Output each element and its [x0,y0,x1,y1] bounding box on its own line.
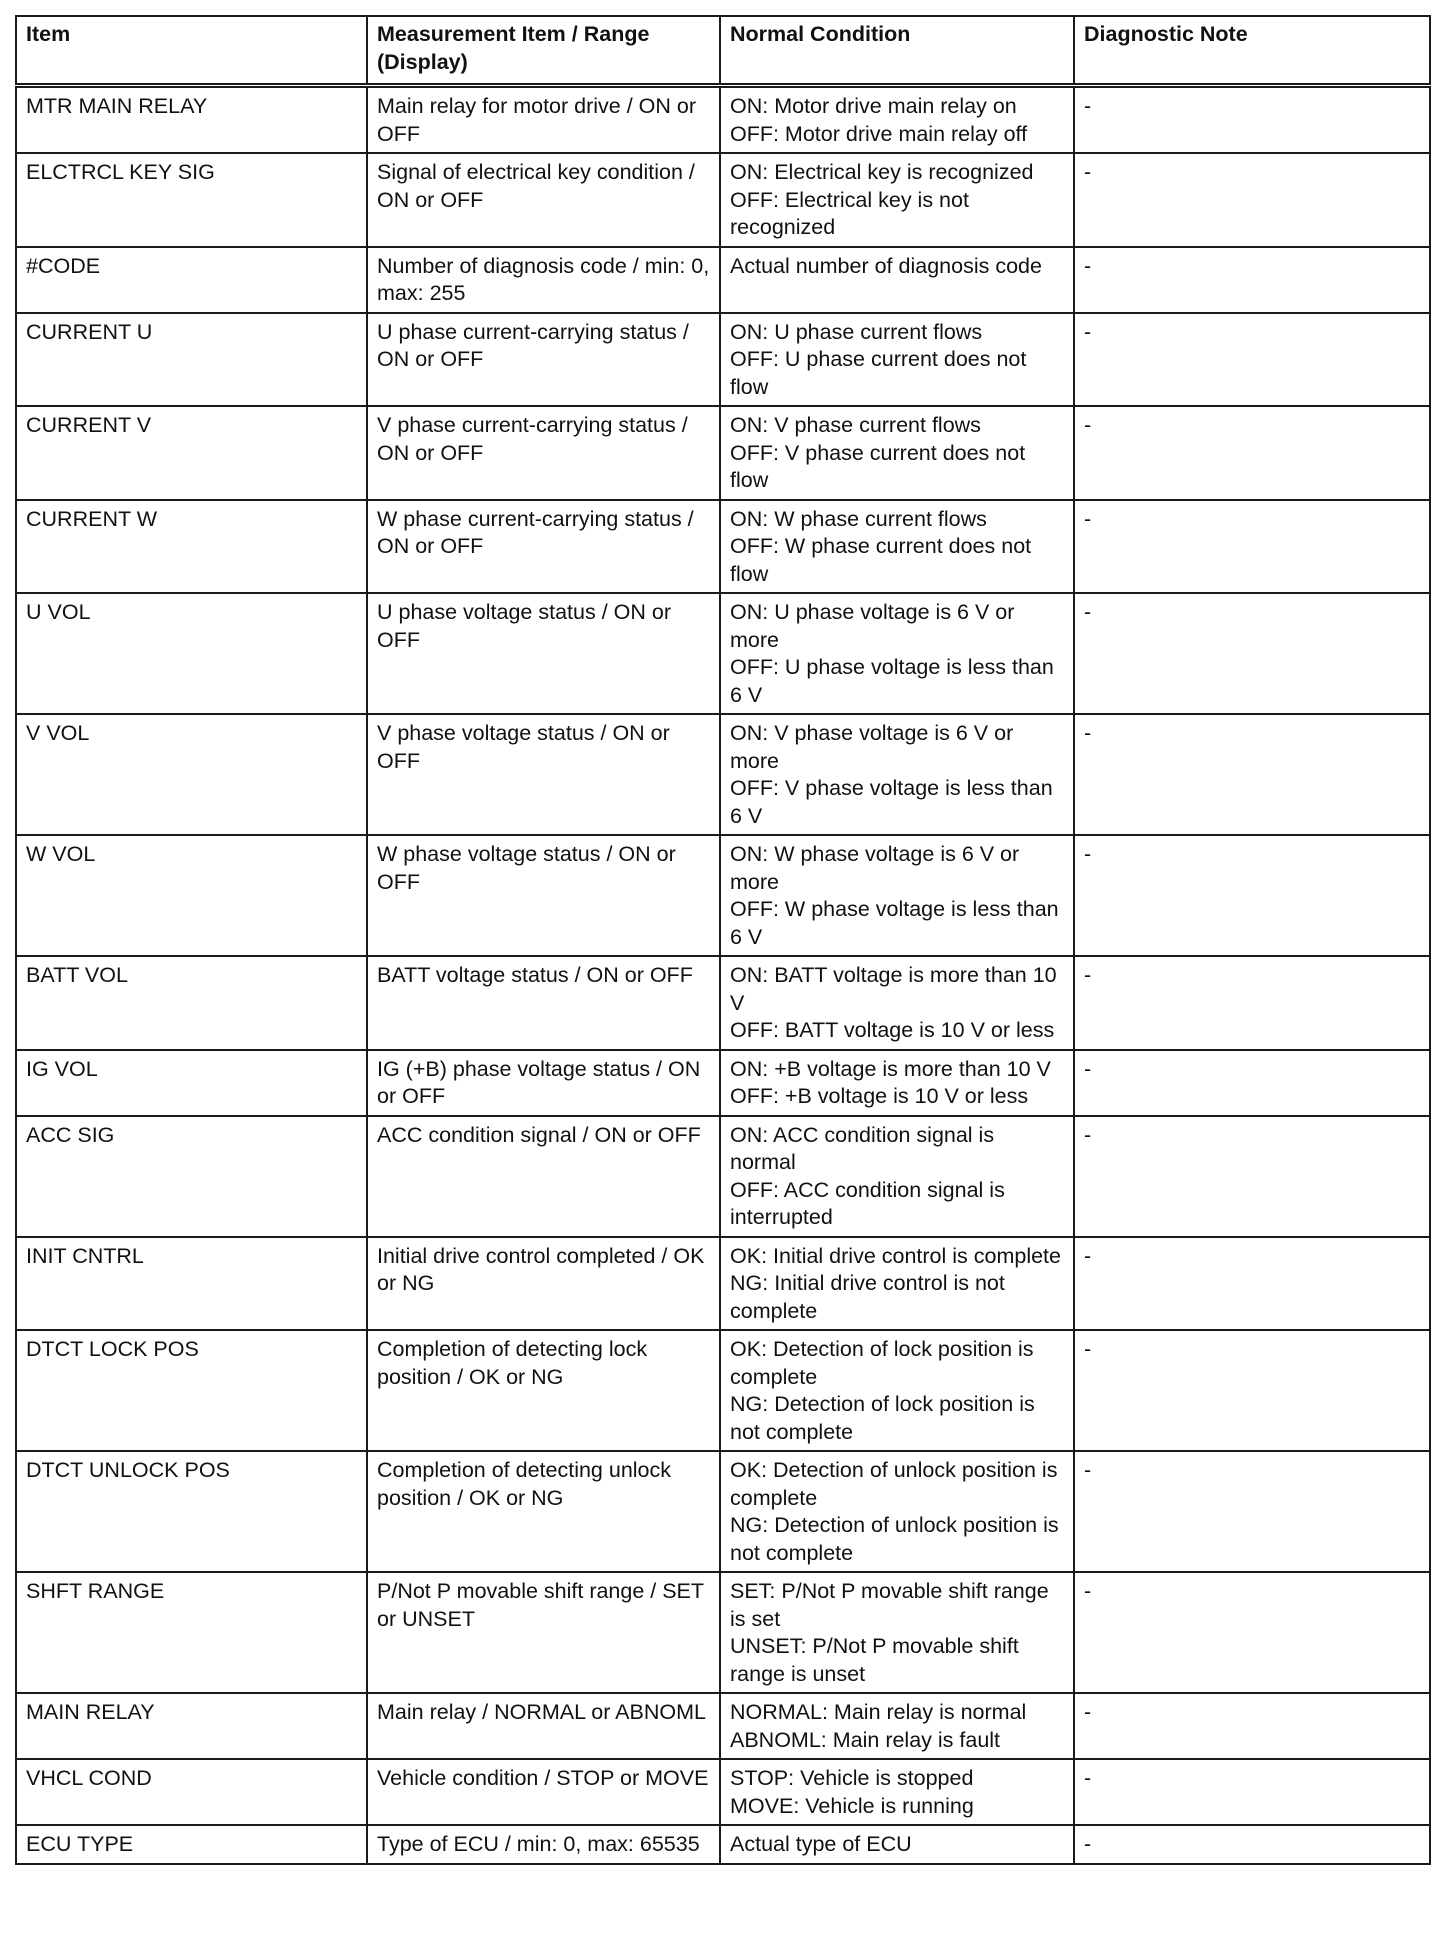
cell-range: Initial drive control completed / OK or NG [367,1237,720,1331]
normal-condition-line: OK: Detection of lock position is complete [730,1337,1034,1389]
cell-normal-condition [720,1330,1074,1451]
normal-condition-line: ON: Motor drive main relay on [730,94,1017,118]
cell-normal-condition [720,406,1074,500]
normal-condition-line: Actual number of diagnosis code [730,253,1042,278]
table-row [16,500,1430,594]
table-row [16,406,1430,500]
cell-item: INIT CNTRL [16,1237,367,1331]
cell-range: Main relay / NORMAL or ABNOML [367,1693,720,1759]
table-row [16,1237,1430,1331]
cell-diagnostic-note: - [1074,500,1430,594]
cell-diagnostic-note: - [1074,956,1430,1050]
normal-condition-line: OFF: Motor drive main relay off [730,121,1028,146]
cell-range: P/Not P movable shift range / SET or UNSET [367,1572,720,1693]
cell-item: MAIN RELAY [16,1693,367,1759]
cell-item: VHCL COND [16,1759,367,1825]
cell-item: W VOL [16,835,367,956]
cell-normal-condition [720,86,1074,154]
normal-condition-line: ON: V phase voltage is 6 V or more [730,721,1014,773]
normal-condition-line: OK: Detection of unlock position is complete [730,1458,1058,1510]
cell-range: W phase voltage status / ON or OFF [367,835,720,956]
cell-normal-condition [720,500,1074,594]
cell-diagnostic-note: - [1074,86,1430,154]
normal-condition-line: STOP: Vehicle is stopped [730,1766,974,1790]
normal-condition-line: OFF: V phase current does not flow [730,440,1026,492]
column-header-item: Item [16,16,367,86]
cell-item: DTCT LOCK POS [16,1330,367,1451]
cell-diagnostic-note: - [1074,1572,1430,1693]
cell-diagnostic-note: - [1074,1237,1430,1331]
cell-item: CURRENT W [16,500,367,594]
table-row [16,714,1430,835]
table-row [16,1825,1430,1864]
cell-diagnostic-note: - [1074,835,1430,956]
cell-item: SHFT RANGE [16,1572,367,1693]
cell-normal-condition [720,1237,1074,1331]
cell-diagnostic-note: - [1074,153,1430,247]
normal-condition-line: OFF: BATT voltage is 10 V or less [730,1018,1055,1042]
data-list-table [15,15,1431,1865]
cell-diagnostic-note: - [1074,247,1430,313]
cell-diagnostic-note: - [1074,1050,1430,1116]
table-row [16,1116,1430,1237]
table-row [16,153,1430,247]
cell-diagnostic-note: - [1074,1759,1430,1825]
normal-condition-line: OFF: W phase voltage is less than 6 V [730,897,1059,949]
normal-condition-line: NG: Detection of lock position is not complete [730,1392,1035,1444]
normal-condition-line: ABNOML: Main relay is fault [730,1727,1001,1752]
normal-condition-line: ON: W phase voltage is 6 V or more [730,842,1020,894]
column-header-diagnostic-note: Diagnostic Note [1074,16,1430,86]
cell-range: V phase voltage status / ON or OFF [367,714,720,835]
normal-condition-line: MOVE: Vehicle is running [730,1793,974,1818]
cell-item: CURRENT U [16,313,367,407]
table-row [16,593,1430,714]
column-header-range: Measurement Item / Range (Display) [367,16,720,86]
table-row [16,1330,1430,1451]
cell-item: CURRENT V [16,406,367,500]
cell-normal-condition [720,1050,1074,1116]
cell-item: MTR MAIN RELAY [16,86,367,154]
normal-condition-line: OFF: ACC condition signal is interrupted [730,1177,1005,1229]
normal-condition-line: ON: Electrical key is recognized [730,160,1034,184]
table-row [16,1693,1430,1759]
cell-range: V phase current-carrying status / ON or OFF [367,406,720,500]
normal-condition-line: ON: BATT voltage is more than 10 V [730,963,1057,1015]
normal-condition-line: NORMAL: Main relay is normal [730,1700,1027,1724]
cell-range: Vehicle condition / STOP or MOVE [367,1759,720,1825]
table-row [16,86,1430,154]
cell-diagnostic-note: - [1074,1825,1430,1864]
normal-condition-line: OFF: W phase current does not flow [730,534,1032,586]
cell-item: IG VOL [16,1050,367,1116]
cell-normal-condition [720,1451,1074,1572]
cell-diagnostic-note: - [1074,714,1430,835]
table-row [16,1572,1430,1693]
normal-condition-line: OFF: U phase voltage is less than 6 V [730,655,1054,707]
cell-item: ACC SIG [16,1116,367,1237]
cell-range: ACC condition signal / ON or OFF [367,1116,720,1237]
cell-normal-condition [720,1759,1074,1825]
column-header-normal-condition: Normal Condition [720,16,1074,86]
cell-normal-condition [720,714,1074,835]
normal-condition-line: OFF: V phase voltage is less than 6 V [730,776,1053,828]
cell-item: ECU TYPE [16,1825,367,1864]
cell-diagnostic-note: - [1074,1693,1430,1759]
cell-range: BATT voltage status / ON or OFF [367,956,720,1050]
cell-item: ELCTRCL KEY SIG [16,153,367,247]
cell-diagnostic-note: - [1074,1451,1430,1572]
cell-range: Completion of detecting unlock position / OK or NG [367,1451,720,1572]
cell-diagnostic-note: - [1074,1330,1430,1451]
table-row [16,247,1430,313]
cell-item: BATT VOL [16,956,367,1050]
cell-diagnostic-note: - [1074,313,1430,407]
cell-normal-condition [720,593,1074,714]
normal-condition-line: ON: U phase current flows [730,319,983,344]
normal-condition-line: SET: P/Not P movable shift range is set [730,1579,1049,1631]
table-body [16,86,1430,1864]
cell-item: U VOL [16,593,367,714]
normal-condition-line: Actual type of ECU [730,1832,912,1856]
cell-normal-condition [720,1693,1074,1759]
cell-range: Completion of detecting lock position / OK or NG [367,1330,720,1451]
cell-normal-condition [720,1825,1074,1864]
cell-item: V VOL [16,714,367,835]
normal-condition-line: NG: Initial drive control is not complete [730,1271,1005,1323]
normal-condition-line: UNSET: P/Not P movable shift range is unset [730,1634,1019,1686]
cell-range: U phase current-carrying status / ON or OFF [367,313,720,407]
cell-range: Type of ECU / min: 0, max: 65535 [367,1825,720,1864]
table-row [16,956,1430,1050]
cell-diagnostic-note: - [1074,406,1430,500]
normal-condition-line: ON: V phase current flows [730,413,981,437]
cell-range: Signal of electrical key condition / ON or OFF [367,153,720,247]
cell-item: #CODE [16,247,367,313]
table-header-row [16,16,1430,86]
cell-normal-condition [720,247,1074,313]
cell-item: DTCT UNLOCK POS [16,1451,367,1572]
table-row [16,313,1430,407]
cell-normal-condition [720,956,1074,1050]
normal-condition-line: OFF: +B voltage is 10 V or less [730,1084,1029,1108]
table-row [16,1050,1430,1116]
normal-condition-line: ON: U phase voltage is 6 V or more [730,600,1015,652]
normal-condition-line: OFF: Electrical key is not recognized [730,187,969,239]
cell-normal-condition [720,835,1074,956]
cell-range: Main relay for motor drive / ON or OFF [367,86,720,154]
cell-normal-condition [720,313,1074,407]
table-row [16,1451,1430,1572]
normal-condition-line: ON: ACC condition signal is normal [730,1122,995,1174]
cell-range: IG (+B) phase voltage status / ON or OFF [367,1050,720,1116]
cell-normal-condition [720,1572,1074,1693]
cell-range: Number of diagnosis code / min: 0, max: 255 [367,247,720,313]
table-row [16,1759,1430,1825]
cell-normal-condition [720,1116,1074,1237]
normal-condition-line: ON: +B voltage is more than 10 V [730,1056,1051,1081]
table-row [16,835,1430,956]
cell-range: W phase current-carrying status / ON or OFF [367,500,720,594]
cell-diagnostic-note: - [1074,1116,1430,1237]
cell-range: U phase voltage status / ON or OFF [367,593,720,714]
normal-condition-line: ON: W phase current flows [730,506,987,531]
cell-diagnostic-note: - [1074,593,1430,714]
normal-condition-line: OK: Initial drive control is complete [730,1243,1061,1268]
normal-condition-line: OFF: U phase current does not flow [730,347,1027,399]
normal-condition-line: NG: Detection of unlock position is not complete [730,1513,1059,1565]
cell-normal-condition [720,153,1074,247]
